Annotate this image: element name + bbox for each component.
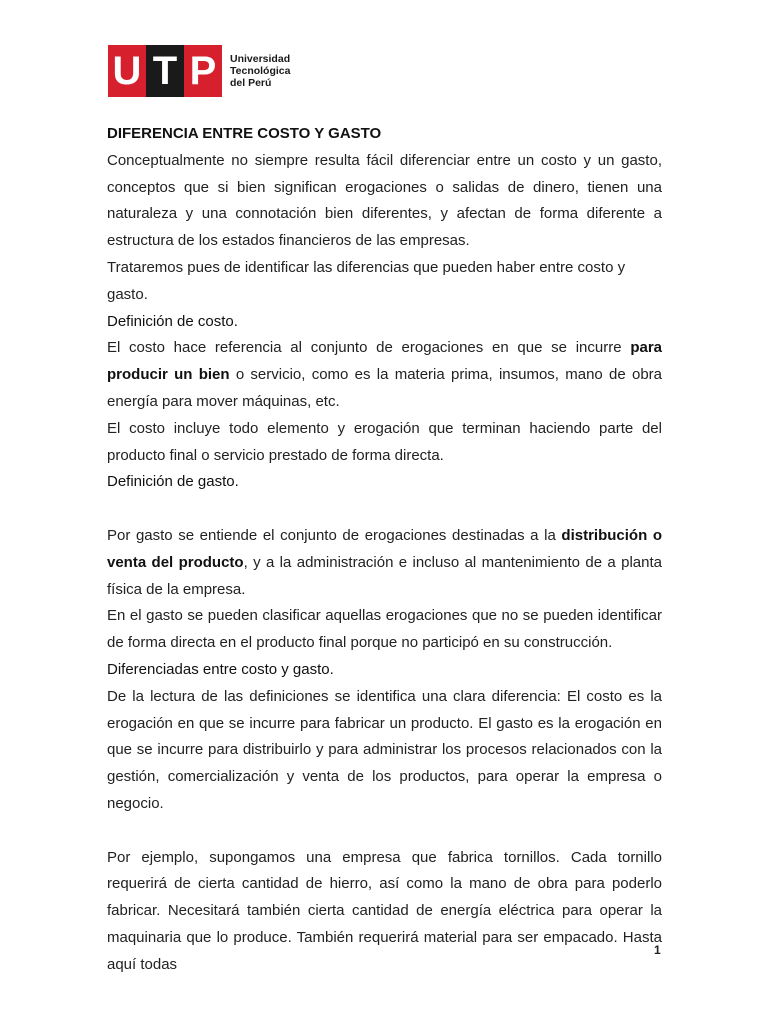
difference-paragraph: De la lectura de las definiciones se identifica una clara diferencia: El costo es la erogación en que se incurre para fabricar un producto. El gasto es la erogación en que se incurre para distribuirlo y para administrar los procesos relacionados con la gestión, comercialización y venta de los productos, para operar la empresa o negocio. [107, 687, 662, 812]
utp-logo [108, 45, 290, 97]
cost-paragraph-1 [107, 335, 662, 415]
blank-line [107, 496, 662, 523]
expense-p1-text-after: , y a la administración e incluso al mantenimiento de a planta física de la empresa. [107, 553, 662, 598]
expense-paragraph-2: En el gasto se pueden clasificar aquellas erogaciones que no se pueden identificar de forma directa en el producto final porque no participó en su construcción. [107, 607, 662, 652]
difference-heading: Diferenciadas entre costo y gasto. [107, 660, 334, 678]
logo-text [230, 45, 290, 97]
cost-heading: Definición de costo. [107, 312, 238, 330]
document-title: DIFERENCIA ENTRE COSTO Y GASTO [107, 125, 382, 142]
expense-heading: Definición de gasto. [107, 473, 239, 491]
expense-p1-text: Por gasto se entiende el conjunto de erogaciones destinadas a la [107, 526, 562, 544]
document-body [107, 121, 662, 979]
intro-line-2: Trataremos pues de identificar las diferencias que pueden haber entre costo y gasto. [107, 258, 626, 303]
expense-p1-bold: distribución o venta del producto [107, 526, 663, 571]
example-paragraph: Por ejemplo, supongamos una empresa que fabrica tornillos. Cada tornillo requerirá de cierta cantidad de hierro, así como la mano de obra para poderlo fabricar. Necesitará también cierta cantidad de energía eléctrica para operar la maquinaria que lo produce. También requerirá material para ser empacado. Hasta aquí todas [107, 848, 662, 973]
expense-paragraph-1 [107, 523, 662, 603]
logo-line-3: del Perú [230, 77, 272, 89]
logo-letter-u: U [108, 45, 146, 97]
blank-line [107, 818, 662, 845]
logo-letter-t: T [146, 45, 184, 97]
logo-letter-p: P [184, 45, 222, 97]
logo-line-1: Universidad [230, 53, 291, 65]
logo-line-2: Tecnológica [230, 65, 291, 77]
intro-paragraph: Conceptualmente no siempre resulta fácil diferenciar entre un costo y un gasto, conceptos que si bien significan erogaciones o salidas de dinero, tienen una naturaleza y una connotación bien diferentes, y afectan de forma diferente a estructura de los estados financieros de las empresas. [107, 151, 662, 250]
cost-p1-text-after: o servicio, como es la materia prima, insumos, mano de obra energía para mover máquinas, etc. [107, 366, 662, 410]
cost-paragraph-2: El costo incluye todo elemento y erogación que terminan haciendo parte del producto final o servicio prestado de forma directa. [107, 419, 662, 464]
cost-p1-text: El costo hace referencia al conjunto de erogaciones en que se incurre [107, 339, 631, 357]
page-number: 1 [654, 943, 661, 957]
cost-p1-bold: para producir un bien [107, 339, 662, 384]
